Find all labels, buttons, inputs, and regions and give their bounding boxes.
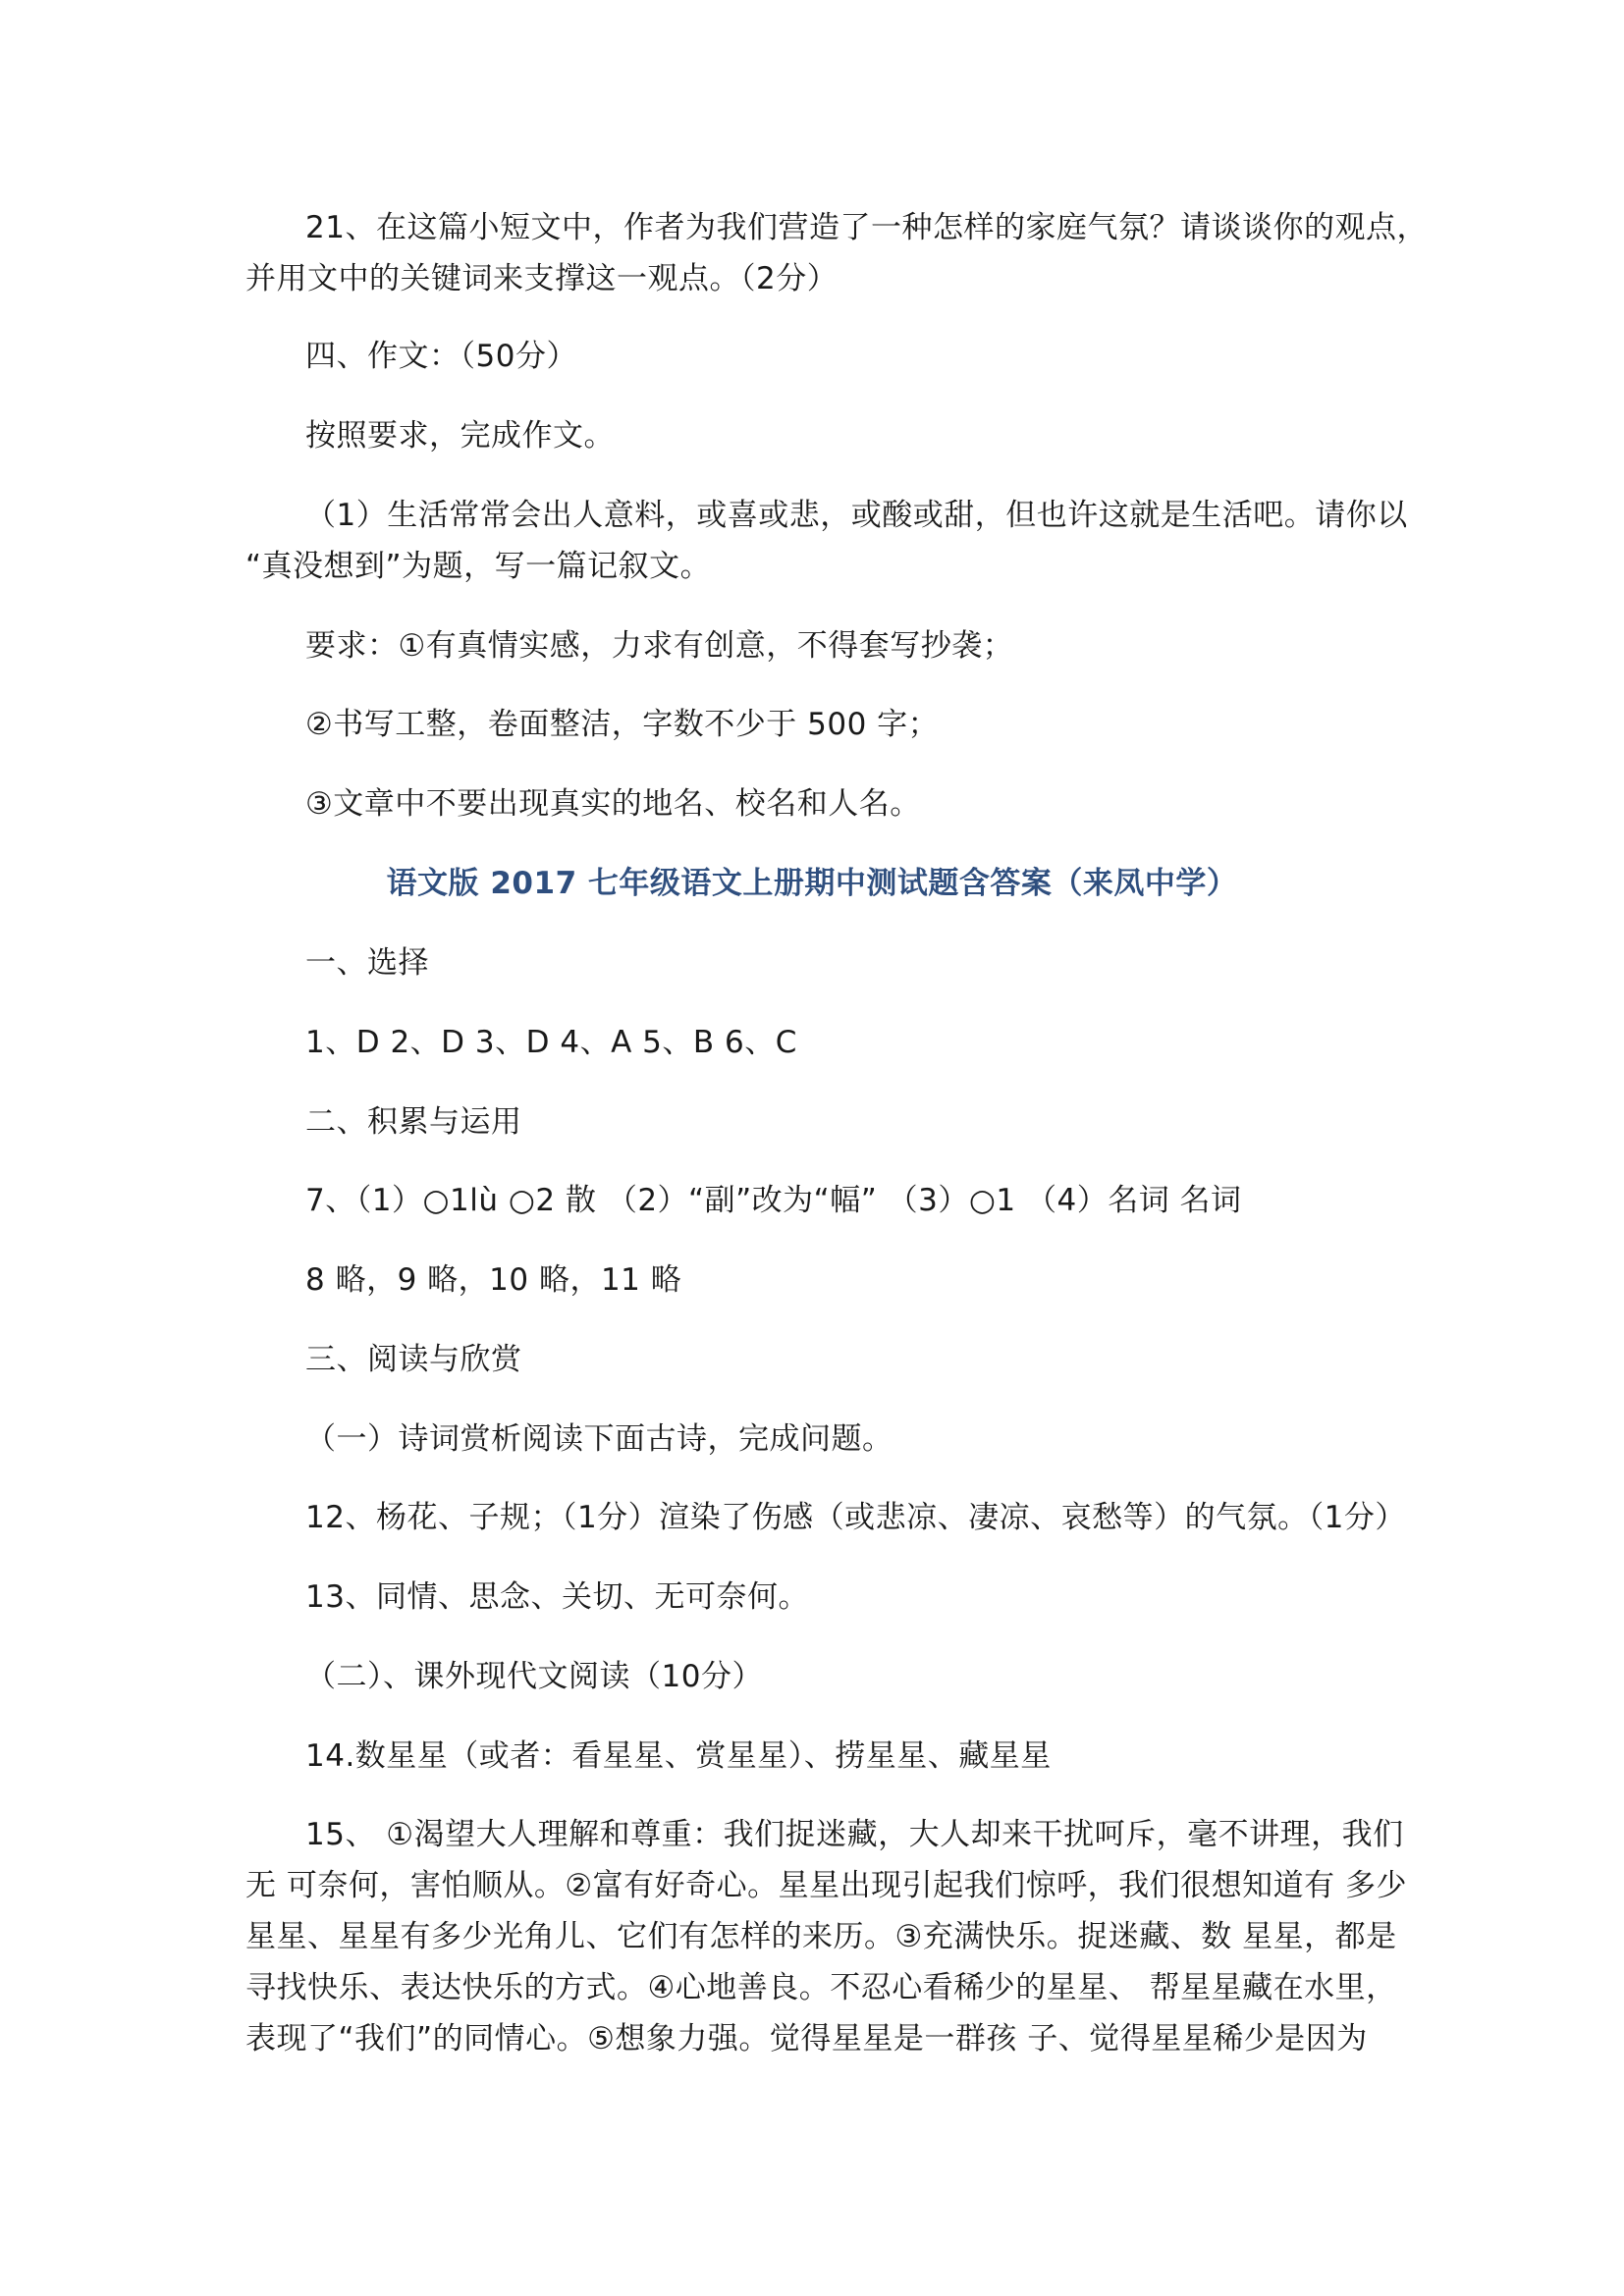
q12-answer: 12、杨花、子规；（1分）渲染了伤感（或悲凉、凄凉、哀愁等）的气氛。（1分） (305, 1500, 1406, 1535)
part-1-heading: （一）诗词赏析阅读下面古诗，完成问题。 (305, 1421, 893, 1457)
answer-key-title: 语文版 2017 七年级语文上册期中测试题含答案（来凤中学） (386, 866, 1238, 901)
section-2-heading: 二、积累与运用 (305, 1104, 522, 1140)
q21-text-line1: 21、在这篇小短文中，作者为我们营造了一种怎样的家庭气氛？请谈谈你的观点， (305, 210, 1428, 245)
q7-answer: 7、（1）○1lù ○2 散 （2）“副”改为“幅” （3）○1 （4）名词 名词 (305, 1183, 1242, 1218)
section-1-answers: 1、D 2、D 3、D 4、A 5、B 6、C (305, 1025, 797, 1060)
q8-11-answer: 8 略，9 略，10 略，11 略 (305, 1262, 682, 1298)
q13-answer: 13、同情、思念、关切、无可奈何。 (305, 1579, 809, 1615)
essay-prompt-line1: （1）生活常常会出人意料，或喜或悲，或酸或甜，但也许这就是生活吧。请你以 (305, 498, 1408, 533)
part-2-heading: （二）、课外现代文阅读（10分） (305, 1659, 763, 1694)
essay-prompt-line2: “真没想到”为题，写一篇记叙文。 (245, 549, 712, 584)
q21-text-line2: 并用文中的关键词来支撑这一观点。（2分） (245, 261, 839, 296)
q15-answer-line4: 寻找快乐、表达快乐的方式。④心地善良。不忍心看稀少的星星、 帮星星藏在水里， (245, 1970, 1397, 2005)
q14-answer: 14.数星星（或者：看星星、赏星星）、捞星星、藏星星 (305, 1738, 1052, 1774)
q15-answer-line2: 无 可奈何，害怕顺从。②富有好奇心。星星出现引起我们惊呼，我们很想知道有 多少 (245, 1868, 1407, 1903)
essay-heading: 四、作文：（50分） (305, 339, 577, 374)
section-1-heading: 一、选择 (305, 945, 429, 981)
essay-requirement-3: ③文章中不要出现真实的地名、校名和人名。 (305, 786, 921, 822)
q15-answer-line5: 表现了“我们”的同情心。⑤想象力强。觉得星星是一群孩 子、觉得星星稀少是因为 (245, 2021, 1368, 2056)
essay-requirement-2: ②书写工整，卷面整洁，字数不少于 500 字； (305, 707, 940, 742)
section-3-heading: 三、阅读与欣赏 (305, 1342, 522, 1377)
essay-instruction: 按照要求，完成作文。 (305, 418, 615, 454)
essay-requirement-1: 要求：①有真情实感，力求有创意，不得套写抄袭； (305, 628, 1014, 664)
q15-answer-line3: 星星、星星有多少光角儿、它们有怎样的来历。③充满快乐。捉迷藏、数 星星，都是 (245, 1919, 1397, 1954)
q15-answer-line1: 15、 ①渴望大人理解和尊重：我们捉迷藏，大人却来干扰呵斥，毫不讲理，我们 (305, 1817, 1404, 1852)
